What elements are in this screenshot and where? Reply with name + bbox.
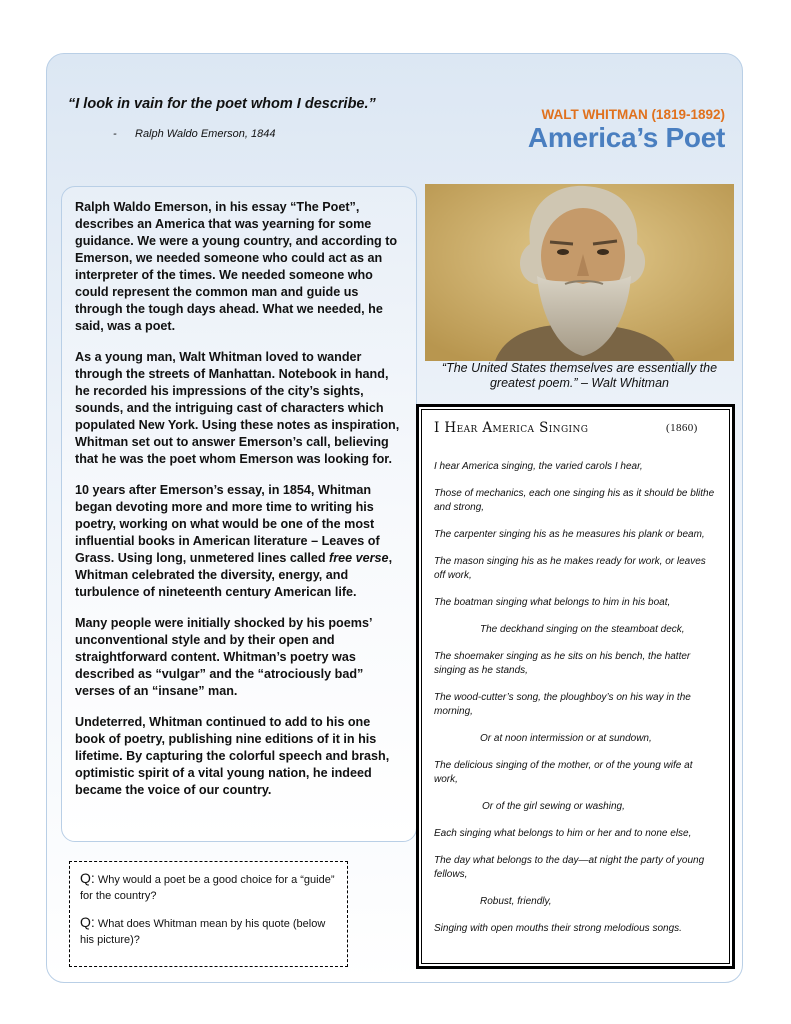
epigraph-attribution <box>113 128 275 140</box>
question-label: Q: <box>80 870 95 886</box>
poem-inner-frame <box>421 409 730 964</box>
poem-line: Or at noon intermission or at sundown, <box>480 733 652 744</box>
poem-line: The carpenter singing his as he measures his plank or beam, <box>434 529 705 540</box>
discussion-questions-box <box>69 861 348 967</box>
question-label: Q: <box>80 914 95 930</box>
poem-line: Each singing what belongs to him or her and to none else, <box>434 828 692 839</box>
poem-box <box>416 404 735 969</box>
question-text: What does Whitman mean by his quote (below his picture)? <box>80 918 326 946</box>
poem-line: Or of the girl sewing or washing, <box>482 801 625 812</box>
essay-paragraph-5: Undeterred, Whitman continued to add to his one book of poetry, publishing nine editions of it in his lifetime. By capturing the colorful speech and brash, optimistic spirit of a vital young nation, he indeed became the voice of our country. <box>75 715 390 797</box>
question-text: Why would a poet be a good choice for a “guide” for the country? <box>80 874 335 902</box>
essay-paragraph-1: Ralph Waldo Emerson, in his essay “The Poet”, describes an America that was yearning for some guidance. We were a young country, and according to Emerson, we needed someone who could act as an interpreter of the times. We needed someone who could represent the common man and guide us through the tough days ahead. What we needed, he said, was a poet. <box>75 200 398 333</box>
essay-paragraph-2: As a young man, Walt Whitman loved to wander through the streets of Manhattan. Notebook in hand, he recorded his impressions of the city’s sights, sounds, and the intriguing cast of characters which populated New York. Using these notes as inspiration, Whitman set out to answer Emerson’s call, believing that he was the poet whom Emerson was looking for. <box>75 350 400 466</box>
essay-paragraph-3 <box>75 482 402 601</box>
poem-line: Singing with open mouths their strong melodious songs. <box>434 923 682 934</box>
poem-line: Those of mechanics, each one singing his as it should be blithe and strong, <box>434 488 715 513</box>
whitman-portrait <box>425 184 734 361</box>
portrait-illustration <box>425 184 734 361</box>
question-item <box>80 914 337 948</box>
poem-line: I hear America singing, the varied carols I hear, <box>434 461 643 472</box>
question-item <box>80 870 337 904</box>
poem-year: (1860) <box>666 422 698 434</box>
poem-line: The deckhand singing on the steamboat deck, <box>480 624 685 635</box>
poem-title: I Hear America Singing <box>434 420 589 436</box>
poem-line: The day what belongs to the day—at night the party of young fellows, <box>434 855 705 880</box>
poem-line: The mason singing his as he makes ready for work, or leaves off work, <box>434 556 706 581</box>
poem-line: Robust, friendly, <box>480 896 552 907</box>
poem-title-row <box>434 420 719 460</box>
poem-line: The wood-cutter’s song, the ploughboy’s on his way in the morning, <box>434 692 691 717</box>
essay-paragraph-3-start: 10 years after Emerson’s essay, in 1854, Whitman began devoting more and more time to writing his poetry, working on what would be one of the most influential books in American literature – Leaves of Grass. Using long, unmetered lines called <box>75 483 380 565</box>
essay-paragraph-3-end: , Whitman celebrated the diversity, energy, and turbulence of nineteenth century American life. <box>75 551 393 599</box>
essay-box <box>61 186 417 842</box>
subtitle: WALT WHITMAN (1819-1892) <box>541 107 725 122</box>
poem-line: The shoemaker singing as he sits on his bench, the hatter singing as he stands, <box>434 651 691 676</box>
epigraph-quote: “I look in vain for the poet whom I describe.” <box>68 96 376 112</box>
epigraph-dash: - <box>113 128 117 140</box>
free-verse-term: free verse <box>329 551 389 565</box>
essay-paragraph-4: Many people were initially shocked by his poems’ unconventional style and by their open and straightforward content. Whitman’s poetry was described as “vulgar” and the “atrociously bad” verses of an “insane” man. <box>75 616 372 698</box>
poem-line: The boatman singing what belongs to him in his boat, <box>434 597 671 608</box>
poem-line: The delicious singing of the mother, or of the young wife at work, <box>434 760 693 785</box>
page-title: America’s Poet <box>527 122 725 153</box>
epigraph-author: Ralph Waldo Emerson, 1844 <box>135 128 276 140</box>
portrait-caption: “The United States themselves are essentially the greatest poem.” – Walt Whitman <box>441 361 718 390</box>
